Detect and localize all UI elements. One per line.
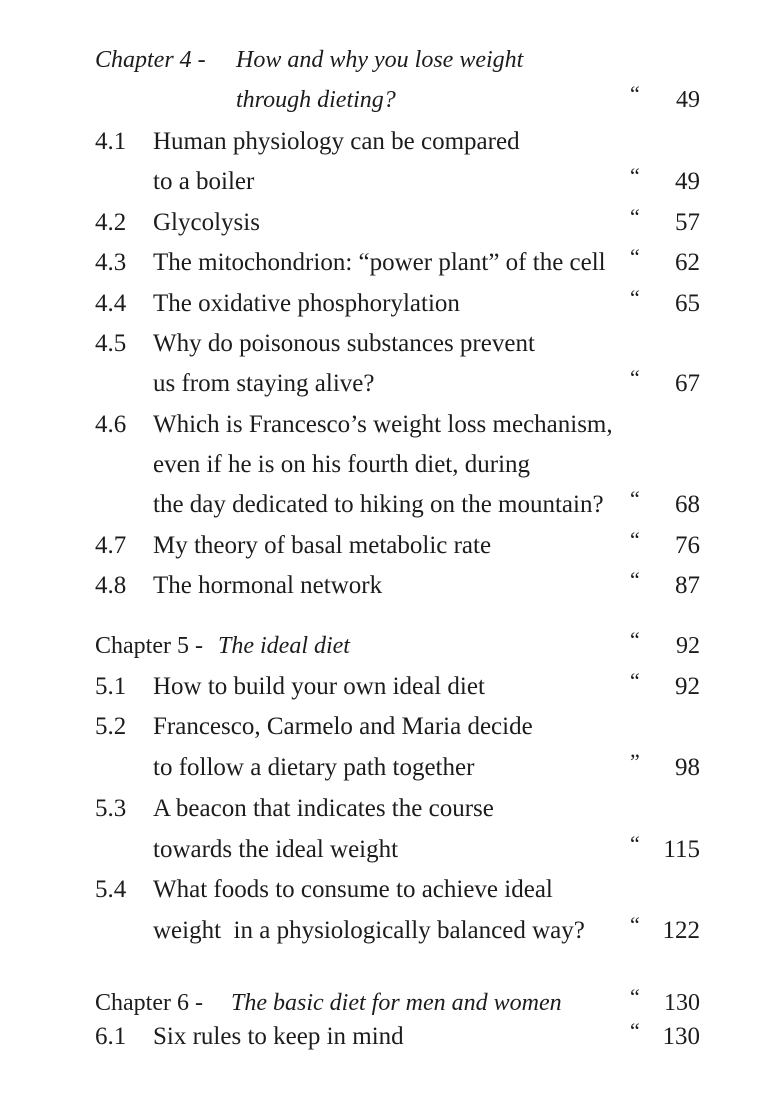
section-title: The mitochondrion: “power plant” of the cell	[153, 249, 606, 276]
toc-entry-continued	[0, 748, 780, 788]
page-number: 65	[675, 290, 700, 317]
chapter-label: Chapter 6 -	[95, 990, 203, 1016]
section-title: What foods to consume to achieve ideal	[153, 876, 553, 903]
section-title-line2: even if he is on his fourth diet, during	[153, 451, 531, 478]
section-number: 5.4	[95, 876, 127, 903]
section-number: 5.1	[95, 673, 127, 700]
page-number: 57	[675, 209, 700, 236]
page-number: 115	[663, 836, 700, 863]
section-title-line2: to a boiler	[153, 168, 255, 195]
section-title: Francesco, Carmelo and Maria decide	[153, 713, 533, 740]
ditto-mark: “	[630, 285, 640, 310]
section-title: How to build your own ideal diet	[153, 673, 485, 700]
ditto-mark: “	[630, 567, 640, 592]
chapter-title: The ideal diet	[218, 633, 350, 659]
page-number: 49	[675, 168, 700, 195]
toc-entry	[0, 789, 780, 829]
section-number: 4.8	[95, 572, 127, 599]
section-title: The hormonal network	[153, 572, 383, 599]
ditto-mark: “	[630, 365, 640, 390]
section-number: 4.6	[95, 411, 127, 438]
section-title-line2: towards the ideal weight	[153, 836, 399, 863]
section-number: 4.7	[95, 532, 127, 559]
page-number: 130	[664, 990, 700, 1016]
ditto-mark: “	[630, 163, 640, 188]
section-title-line2: to follow a dietary path together	[153, 754, 475, 781]
ditto-mark: “	[630, 912, 640, 937]
chapter-title: How and why you lose weight	[236, 47, 524, 73]
section-title: My theory of basal metabolic rate	[153, 532, 492, 559]
toc-entry	[0, 667, 780, 707]
toc-entry	[0, 122, 780, 162]
section-title-line3: the day dedicated to hiking on the mountain?	[153, 491, 604, 518]
chapter-heading-continued	[0, 80, 780, 120]
page-number: 49	[676, 87, 700, 113]
ditto-mark: “	[630, 1018, 640, 1043]
toc-entry-continued	[0, 445, 780, 485]
ditto-mark: ”	[630, 749, 640, 774]
section-number: 4.4	[95, 290, 127, 317]
page-number: 130	[662, 1023, 700, 1050]
section-number: 4.2	[95, 209, 127, 236]
ditto-mark: “	[630, 627, 640, 652]
chapter-heading	[0, 626, 780, 666]
toc-entry	[0, 243, 780, 283]
section-number: 6.1	[95, 1023, 127, 1050]
page-number: 76	[675, 532, 700, 559]
toc-entry	[0, 566, 780, 606]
page-number: 62	[675, 249, 700, 276]
section-title: The oxidative phosphorylation	[153, 290, 460, 317]
page-number: 68	[675, 491, 700, 518]
page-number: 92	[675, 673, 700, 700]
section-title-line2: us from staying alive?	[153, 370, 375, 397]
section-number: 5.3	[95, 795, 127, 822]
toc-entry	[0, 1017, 780, 1057]
chapter-title: The basic diet for men and women	[231, 990, 562, 1016]
page-number: 92	[676, 633, 700, 659]
ditto-mark: “	[630, 668, 640, 693]
ditto-mark: “	[630, 831, 640, 856]
ditto-mark: “	[630, 984, 640, 1009]
page-number: 98	[675, 754, 700, 781]
toc-entry	[0, 526, 780, 566]
toc-entry	[0, 203, 780, 243]
section-title: Why do poisonous substances prevent	[153, 330, 535, 357]
section-number: 4.3	[95, 249, 127, 276]
ditto-mark: “	[630, 527, 640, 552]
toc-entry-continued	[0, 162, 780, 202]
chapter-label: Chapter 4 -	[95, 47, 206, 73]
section-number: 4.1	[95, 128, 127, 155]
toc-entry-continued	[0, 911, 780, 951]
page-number: 87	[675, 572, 700, 599]
toc-entry	[0, 324, 780, 364]
toc-entry	[0, 405, 780, 445]
ditto-mark: “	[630, 81, 640, 106]
ditto-mark: “	[630, 204, 640, 229]
section-title: Six rules to keep in mind	[153, 1023, 404, 1050]
toc-entry	[0, 284, 780, 324]
section-title: A beacon that indicates the course	[153, 795, 494, 822]
page-number: 122	[662, 917, 700, 944]
section-number: 5.2	[95, 713, 127, 740]
toc-entry-continued	[0, 485, 780, 525]
page-number: 67	[675, 370, 700, 397]
toc-entry	[0, 707, 780, 747]
section-title: Glycolysis	[153, 209, 260, 236]
section-title: Which is Francesco’s weight loss mechanism,	[153, 411, 613, 438]
chapter-heading	[0, 40, 780, 80]
section-title-line2: weight in a physiologically balanced way?	[153, 917, 585, 944]
chapter-title-line2: through dieting?	[236, 87, 396, 113]
ditto-mark: “	[630, 244, 640, 269]
section-title: Human physiology can be compared	[153, 128, 520, 155]
section-number: 4.5	[95, 330, 127, 357]
toc-entry-continued	[0, 364, 780, 404]
chapter-label: Chapter 5 -	[95, 633, 203, 659]
ditto-mark: “	[630, 486, 640, 511]
toc-entry-continued	[0, 830, 780, 870]
toc-entry	[0, 870, 780, 910]
